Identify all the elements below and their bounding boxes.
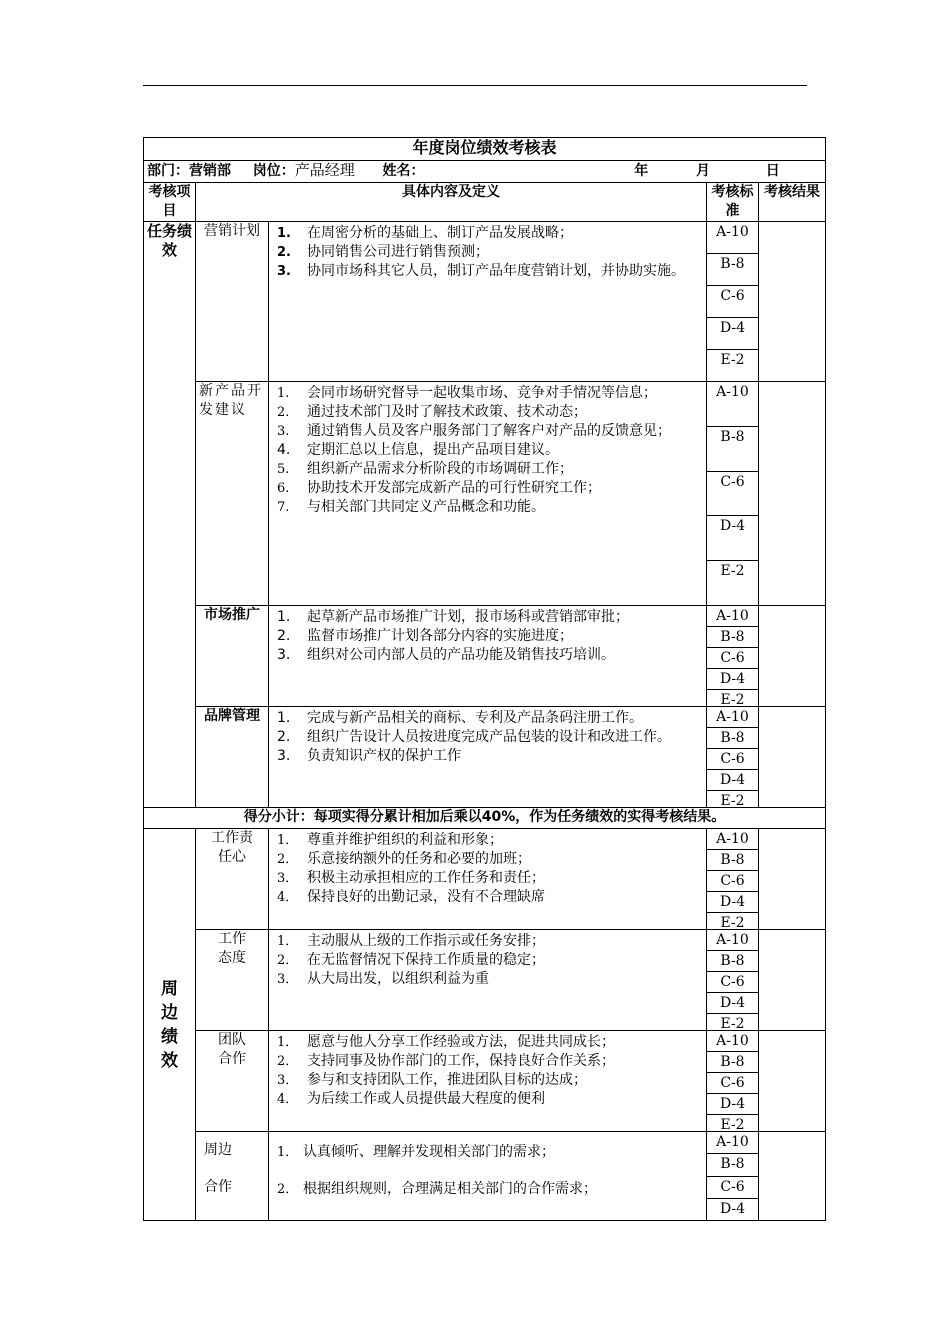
header-result: 考核结果 <box>759 183 826 222</box>
list-item: 6. 协助技术开发部完成新产品的可行性研究工作； <box>277 480 601 496</box>
section-name <box>196 1132 269 1221</box>
list-item: 4. 定期汇总以上信息，提出产品项目建议。 <box>277 442 559 458</box>
list-item: 1. 会同市场研究督导一起收集市场、竞争对手情况等信息； <box>277 385 657 401</box>
section-content <box>269 829 707 930</box>
grade-c: C-6 <box>707 286 758 318</box>
result-cell[interactable] <box>759 222 826 382</box>
standard-cell <box>707 707 759 808</box>
section-name: 团队合作 <box>196 1031 269 1132</box>
list-item: 3． 参与和支持团队工作，推进团队目标的达成； <box>277 1072 587 1088</box>
list-item: 2. 通过技术部门及时了解技术政策、技术动态； <box>277 404 587 420</box>
list-item: 3． 积极主动承担相应的工作任务和责任； <box>277 870 545 886</box>
section-name: 工作态度 <box>196 930 269 1031</box>
category-peripheral-label: 周边绩效 <box>161 978 178 1071</box>
dept-value: 营销部 <box>189 163 231 179</box>
section-content <box>269 1132 707 1221</box>
list-item: 3. 组织对公司内部人员的产品功能及销售技巧培训。 <box>277 647 615 663</box>
standard-cell <box>707 222 759 382</box>
grade-d: D-4 <box>707 318 758 350</box>
result-cell[interactable] <box>759 1031 826 1132</box>
section-name: 品牌管理 <box>196 707 269 808</box>
result-cell[interactable] <box>759 930 826 1031</box>
grade-b: B-8 <box>707 1154 758 1176</box>
result-cell[interactable] <box>759 606 826 707</box>
grade-e: E-2 <box>720 352 745 368</box>
grade-d: D-4 <box>719 1200 746 1217</box>
header-item: 考核项目 <box>144 183 196 222</box>
section-content <box>269 707 707 808</box>
grade-a: A-10 <box>707 606 758 627</box>
form-title: 年度岗位绩效考核表 <box>144 138 826 161</box>
result-cell[interactable] <box>759 382 826 606</box>
grade-a: A-10 <box>707 930 758 951</box>
list-item: 3. 通过销售人员及客户服务部门了解客户对产品的反馈意见； <box>277 423 671 439</box>
section-name: 营销计划 <box>196 222 269 382</box>
grade-d: D-4 <box>707 892 758 913</box>
category-task: 任务绩效 <box>144 222 196 808</box>
list-item: 3． 从大局出发，以组织利益为重 <box>277 971 489 987</box>
grade-b: B-8 <box>707 427 758 472</box>
list-item: 2. 协同销售公司进行销售预测； <box>277 244 489 260</box>
list-item: 5. 组织新产品需求分析阶段的市场调研工作； <box>277 461 573 477</box>
standard-cell <box>707 829 759 930</box>
section-name: 新产品开发建议 <box>196 382 269 606</box>
info-row <box>144 161 826 183</box>
grade-b: B-8 <box>707 728 758 749</box>
grade-d: D-4 <box>707 993 758 1014</box>
grade-a: A-10 <box>707 222 758 254</box>
standard-cell <box>707 1031 759 1132</box>
grade-d: D-4 <box>707 669 758 690</box>
list-item: 2． 根据组织规则，合理满足相关部门的合作需求； <box>277 1181 597 1197</box>
year-label: 年 <box>634 163 649 179</box>
standard-cell <box>707 382 759 606</box>
grade-c: C-6 <box>707 871 758 892</box>
list-item: 1． 尊重并维护组织的利益和形象； <box>277 832 503 848</box>
grade-a: A-10 <box>707 1031 758 1052</box>
category-peripheral <box>144 829 196 1221</box>
section-content <box>269 606 707 707</box>
section-name-bottom: 合作 <box>204 1179 232 1195</box>
result-cell[interactable] <box>759 829 826 930</box>
list-item: 1. 在周密分析的基础上、制订产品发展战略； <box>277 225 573 241</box>
standard-cell <box>707 930 759 1031</box>
day-label: 日 <box>765 163 780 179</box>
list-item: 2． 在无监督情况下保持工作质量的稳定； <box>277 952 545 968</box>
list-item: 1． 认真倾听、理解并发现相关部门的需求； <box>277 1144 555 1160</box>
grade-d: D-4 <box>707 516 758 561</box>
list-item: 7. 与相关部门共同定义产品概念和功能。 <box>277 499 545 515</box>
grade-c: C-6 <box>707 472 758 517</box>
result-cell[interactable] <box>759 707 826 808</box>
result-cell[interactable] <box>759 1132 826 1221</box>
grade-c: C-6 <box>707 648 758 669</box>
standard-cell <box>707 606 759 707</box>
dept-label: 部门： <box>147 163 189 179</box>
grade-e: E-2 <box>720 563 745 580</box>
grade-e: E-2 <box>720 692 745 708</box>
list-item: 4． 为后续工作或人员提供最大程度的便利 <box>277 1091 545 1107</box>
grade-a: A-10 <box>707 1132 758 1154</box>
grade-a: A-10 <box>707 382 758 427</box>
grade-e: E-2 <box>720 1117 745 1133</box>
grade-c: C-6 <box>707 1177 758 1199</box>
grade-c: C-6 <box>707 1073 758 1094</box>
grade-c: C-6 <box>707 749 758 770</box>
list-item: 4． 保持良好的出勤记录，没有不合理缺席 <box>277 889 545 905</box>
grade-b: B-8 <box>707 254 758 286</box>
section-name: 工作责任心 <box>196 829 269 930</box>
grade-a: A-10 <box>707 829 758 850</box>
standard-cell <box>707 1132 759 1221</box>
grade-a: A-10 <box>707 707 758 728</box>
section-name-top: 周边 <box>204 1142 232 1158</box>
list-item: 2. 组织广告设计人员按进度完成产品包装的设计和改进工作。 <box>277 729 671 745</box>
section-content <box>269 1031 707 1132</box>
header-standard: 考核标准 <box>707 183 759 222</box>
month-label: 月 <box>696 163 711 179</box>
grade-e: E-2 <box>720 1016 745 1032</box>
position-value: 产品经理 <box>294 161 355 179</box>
list-item: 1. 起草新产品市场推广计划，报市场科或营销部审批； <box>277 609 629 625</box>
appraisal-table <box>143 137 826 1221</box>
grade-b: B-8 <box>707 627 758 648</box>
header-rule <box>143 85 807 86</box>
list-item: 2． 支持同事及协作部门的工作，保持良好合作关系； <box>277 1053 615 1069</box>
list-item: 1． 愿意与他人分享工作经验或方法，促进共同成长； <box>277 1034 615 1050</box>
grade-c: C-6 <box>707 972 758 993</box>
list-item: 2． 乐意接纳额外的任务和必要的加班； <box>277 851 531 867</box>
position-label: 岗位： <box>252 163 295 179</box>
grade-b: B-8 <box>707 951 758 972</box>
section-name: 市场推广 <box>196 606 269 707</box>
section-content <box>269 382 707 606</box>
grade-e: E-2 <box>720 793 745 809</box>
grade-b: B-8 <box>707 850 758 871</box>
list-item: 3. 协同市场科其它人员，制订产品年度营销计划，并协助实施。 <box>277 263 685 279</box>
task-subtotal: 得分小计：每项实得分累计相加后乘以40%，作为任务绩效的实得考核结果。 <box>144 808 826 829</box>
name-label: 姓名： <box>382 163 425 179</box>
grade-e: E-2 <box>720 915 745 931</box>
grade-b: B-8 <box>707 1052 758 1073</box>
list-item: 2. 监督市场推广计划各部分内容的实施进度； <box>277 628 573 644</box>
header-content: 具体内容及定义 <box>196 183 707 222</box>
list-item: 1. 完成与新产品相关的商标、专利及产品条码注册工作。 <box>277 710 643 726</box>
list-item: 3. 负责知识产权的保护工作 <box>277 748 461 764</box>
section-content <box>269 930 707 1031</box>
grade-d: D-4 <box>707 1094 758 1115</box>
list-item: 1． 主动服从上级的工作指示或任务安排； <box>277 933 545 949</box>
grade-d: D-4 <box>707 770 758 791</box>
section-content <box>269 222 707 382</box>
